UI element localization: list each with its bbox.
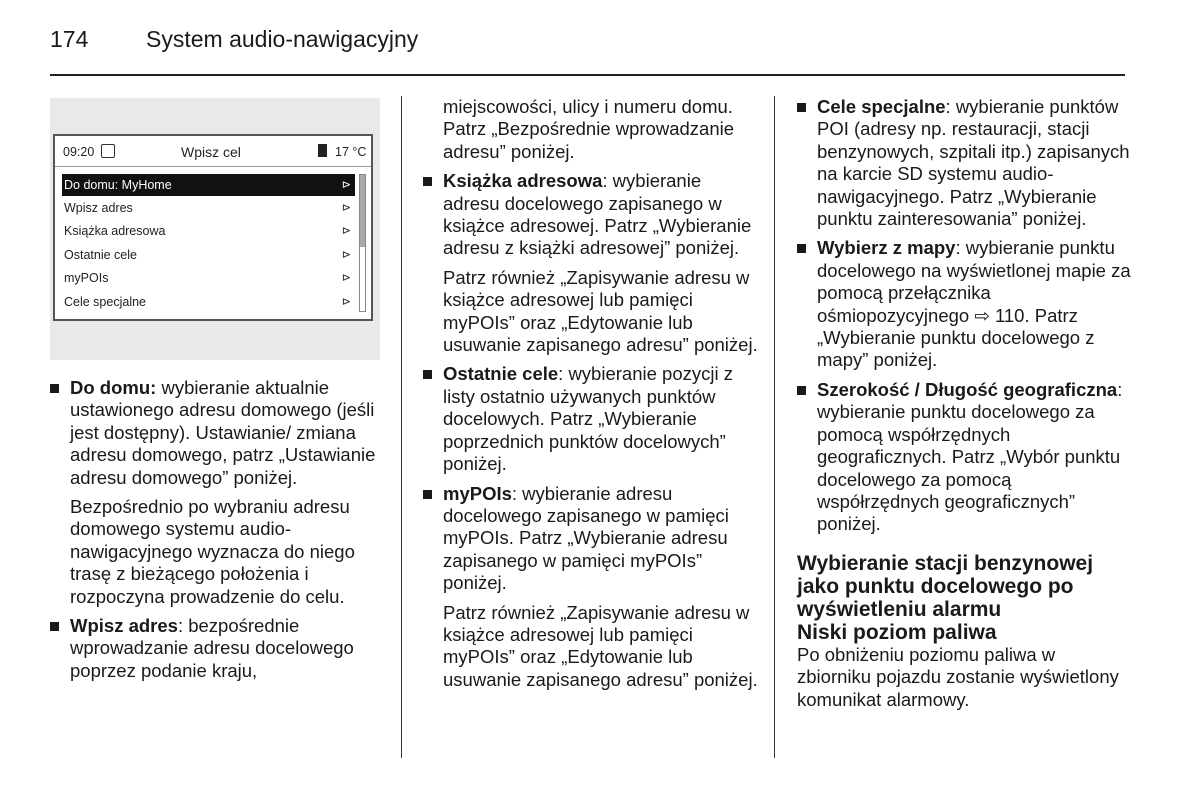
arrow-right-icon: ⊳ <box>341 202 351 214</box>
menu-item-cele-specjalne[interactable] <box>62 291 355 313</box>
list-item-ksiazka-adresowa <box>423 170 758 260</box>
menu-item-label: myPOIs <box>64 271 109 285</box>
menu-item-label: Ostatnie cele <box>64 248 137 262</box>
term: Cele specjalne <box>817 96 946 117</box>
menu-item-label: Książka adresowa <box>64 224 166 238</box>
list-item-wybierz-z-mapy <box>797 237 1132 371</box>
note: Patrz również „Zapisywanie adresu w książce adresowej lub pamięci myPOIs” oraz „Edytowanie lub usuwanie zapisanego adresu” poniżej. <box>443 266 758 356</box>
continuation-text: miejscowości, ulicy i numeru domu. Patrz „Bezpośrednie wprowadzanie adresu” poniżej. <box>443 96 735 162</box>
column-3 <box>797 96 1132 718</box>
bullet-icon <box>797 244 806 253</box>
arrow-right-icon: ⊳ <box>341 296 351 308</box>
list-item-wpisz-adres <box>50 615 390 682</box>
header-rule <box>50 74 1125 76</box>
note: Bezpośrednio po wybraniu adresu domowego systemu audio-nawigacyjnego wyznacza do niego trasę z bieżącego położenia i rozpoczyna prowadzenie do celu. <box>70 496 355 607</box>
note: Patrz również „Zapisywanie adresu w książce adresowej lub pamięci myPOIs” oraz „Edytowanie lub usuwanie zapisanego adresu” poniżej. <box>443 601 758 690</box>
screen-time: 09:20 <box>63 145 95 159</box>
item-text: : wybieranie punktów POI (adresy np. restauracji, stacji benzynowych, szpitali itp.) zapisanych na karcie SD systemu audio-nawigacyjnego. Patrz „Wybieranie punktu zainteresowania” poniżej. <box>817 96 1130 230</box>
menu-item-do-domu[interactable] <box>62 174 355 196</box>
bullet-icon <box>797 386 806 395</box>
bullet-icon <box>50 622 59 631</box>
arrow-right-icon: ⊳ <box>341 225 351 237</box>
menu-item-mypois[interactable] <box>62 267 355 289</box>
screen-temperature: 17 °C <box>335 145 367 159</box>
list-item-do-domu <box>50 377 390 489</box>
bullet-icon <box>50 384 59 393</box>
menu-item-ostatnie-cele[interactable] <box>62 244 355 266</box>
arrow-right-icon: ⊳ <box>341 249 351 261</box>
item-text: wybieranie aktualnie ustawionego adresu domowego (jeśli jest dostępny). Ustawianie/ zmiana adresu domowego, patrz „Ustawianie adresu domowego” poniżej. <box>70 377 376 488</box>
arrow-right-icon: ⊳ <box>341 272 351 284</box>
screen-title: Wpisz cel <box>181 144 241 160</box>
arrow-right-icon: ⊳ <box>341 179 351 191</box>
menu-item-ksiazka-adresowa[interactable] <box>62 220 355 242</box>
item-text: : wybieranie adresu docelowego zapisanego w książce adresowej. Patrz „Wybieranie adresu z książki adresowej” poniżej. <box>443 170 752 259</box>
bullet-icon <box>423 177 432 186</box>
bullet-icon <box>423 370 432 379</box>
page-title: System audio-nawigacyjny <box>146 26 419 52</box>
term: Ostatnie cele <box>443 363 559 385</box>
menu-item-label: Wpisz adres <box>64 201 133 215</box>
thermometer-icon <box>318 144 327 157</box>
item-text: : wybieranie punktu docelowego na wyświetlonej mapie za pomocą przełącznika ośmiopozycyjnego ⇨ 110. Patrz „Wybieranie punktu docelowego z mapy” poniżej. <box>817 237 1131 371</box>
term: Wybierz z mapy <box>817 237 956 259</box>
menu-item-wpisz-adres[interactable] <box>62 197 355 219</box>
subsection-heading: Niski poziom paliwa <box>797 620 997 644</box>
clock-icon <box>101 144 115 158</box>
page-number: 174 <box>50 26 89 52</box>
column-divider-1 <box>401 96 402 758</box>
list-item-cele-specjalne <box>797 96 1132 230</box>
body-text: Po obniżeniu poziomu paliwa w zbiorniku pojazdu zostanie wyświetlony komunikat alarmowy. <box>797 643 1119 710</box>
column-divider-2 <box>774 96 775 758</box>
column-1 <box>50 377 390 689</box>
item-text: : wybieranie punktu docelowego za pomocą współrzędnych geograficznych. Patrz „Wybór punktu docelowego za pomocą współrzędnych geograficznych” poniżej. <box>817 378 1123 535</box>
term: Szerokość / Długość geograficzna <box>817 378 1118 400</box>
term: Do domu: <box>70 377 157 398</box>
term: Wpisz adres <box>70 615 178 637</box>
section-heading: Wybieranie stacji benzynowej jako punktu docelowego po wyświetleniu alarmu <box>797 551 1094 621</box>
nav-screen <box>53 134 373 321</box>
screen-image <box>50 98 380 360</box>
menu-item-label: Cele specjalne <box>64 295 146 309</box>
term: myPOIs <box>443 482 512 504</box>
scrollbar[interactable] <box>359 174 366 312</box>
list-item-mypois <box>423 483 758 595</box>
item-text: : wybieranie pozycji z listy ostatnio używanych punktów docelowych. Patrz „Wybieranie poprzednich punktów docelowych” poniżej. <box>443 363 733 475</box>
scrollbar-thumb[interactable] <box>360 175 365 247</box>
screen-status-bar <box>55 136 371 167</box>
bullet-icon <box>797 103 806 112</box>
bullet-icon <box>423 490 432 499</box>
list-item-ostatnie-cele <box>423 363 758 475</box>
item-text: : wybieranie adresu docelowego zapisanego w pamięci myPOIs. Patrz „Wybieranie adresu zapisanego w pamięci myPOIs” poniżej. <box>443 482 729 594</box>
item-text: : bezpośrednie wprowadzanie adresu docelowego poprzez podanie kraju, <box>70 615 354 681</box>
list-item-szerokosc-dlugosc <box>797 379 1132 536</box>
menu-item-label: Do domu: MyHome <box>64 178 172 192</box>
term: Książka adresowa <box>443 170 603 192</box>
column-2 <box>423 96 758 698</box>
page-header <box>50 26 418 53</box>
